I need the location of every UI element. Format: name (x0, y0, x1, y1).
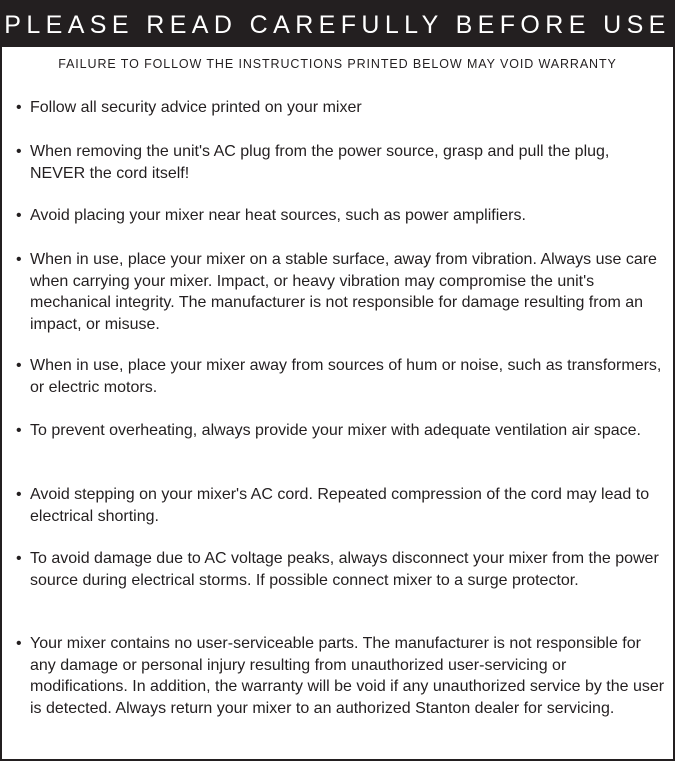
instruction-item (16, 355, 665, 398)
instruction-item (16, 249, 665, 335)
instruction-item (16, 548, 665, 591)
instruction-text: Avoid placing your mixer near heat sources, such as power amplifiers. (30, 207, 526, 224)
instruction-text: To prevent overheating, always provide your mixer with adequate ventilation air space. (30, 422, 641, 439)
bullet-icon: • (16, 251, 22, 268)
instruction-item (16, 205, 665, 227)
bullet-icon: • (16, 357, 22, 374)
bullet-icon: • (16, 99, 22, 116)
instruction-item (16, 97, 665, 119)
instruction-text: When in use, place your mixer on a stable surface, away from vibration. Always use care when carrying your mixer. Impact, or heavy vibration may compromise the unit's mechanical integrity. The manufacturer is not responsible for damage resulting from an impact, or misuse. (30, 251, 657, 333)
notice-banner (2, 2, 673, 47)
instruction-item (16, 420, 665, 442)
bullet-icon: • (16, 207, 22, 224)
instruction-text: Avoid stepping on your mixer's AC cord. Repeated compression of the cord may lead to electrical shorting. (30, 486, 650, 525)
instruction-text: When in use, place your mixer away from sources of hum or noise, such as transformers, or electric motors. (30, 357, 662, 396)
instruction-item (16, 484, 665, 527)
bullet-icon: • (16, 422, 22, 439)
instruction-text: Your mixer contains no user-serviceable parts. The manufacturer is not responsible for any damage or personal injury resulting from unauthorized user-servicing or modifications. In addition, the warranty will be void if any unauthorized service by the user is detected. Always return your mixer to an authorized Stanton dealer for servicing. (30, 635, 665, 717)
warranty-warning: FAILURE TO FOLLOW THE INSTRUCTIONS PRINTED BELOW MAY VOID WARRANTY (58, 57, 617, 71)
bullet-icon: • (16, 635, 22, 652)
instruction-item (16, 141, 665, 184)
instruction-text: To avoid damage due to AC voltage peaks, always disconnect your mixer from the power source during electrical storms. If possible connect mixer to a surge protector. (30, 550, 659, 589)
bullet-icon: • (16, 550, 22, 567)
instruction-item (16, 633, 665, 719)
instruction-text: When removing the unit's AC plug from the power source, grasp and pull the plug, NEVER the cord itself! (30, 143, 610, 182)
instruction-text: Follow all security advice printed on your mixer (30, 99, 362, 116)
notice-title: PLEASE READ CAREFULLY BEFORE USE (4, 11, 671, 39)
bullet-icon: • (16, 486, 22, 503)
bullet-icon: • (16, 143, 22, 160)
